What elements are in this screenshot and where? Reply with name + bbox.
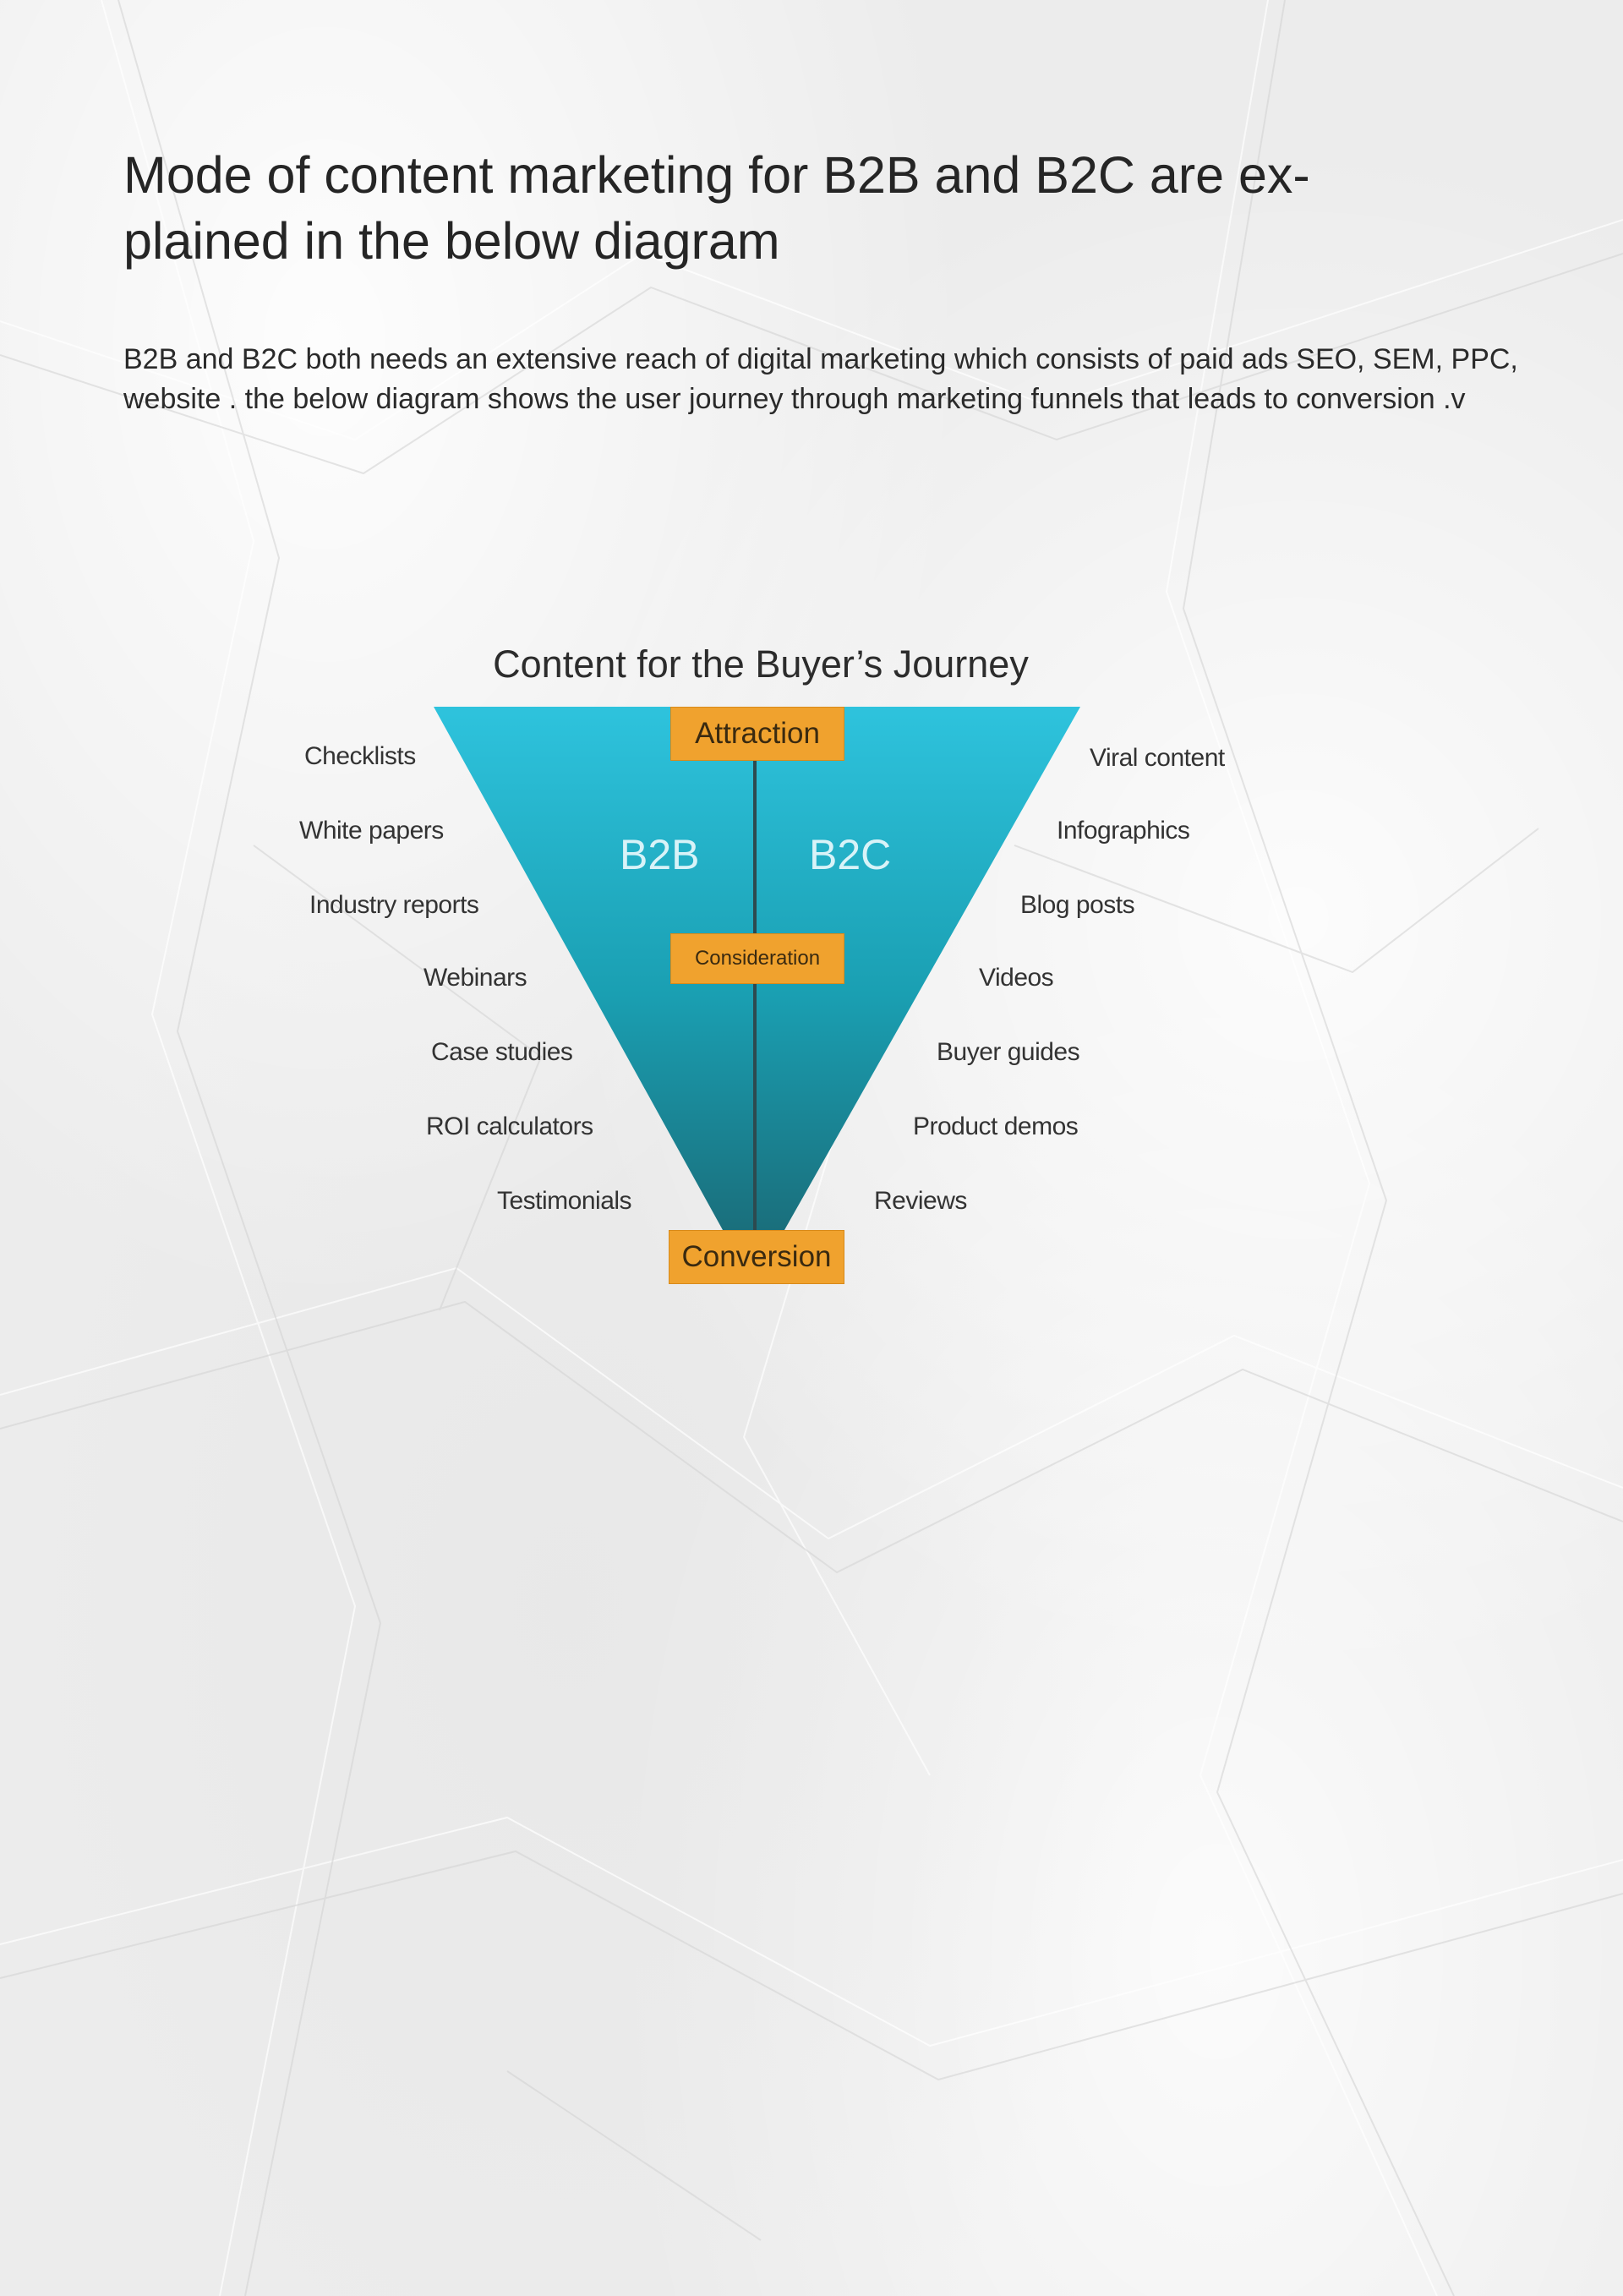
diagram-title: Content for the Buyer’s Journey xyxy=(493,642,1029,686)
stage-consideration: Consideration xyxy=(670,933,844,984)
b2c-item: Reviews xyxy=(874,1187,967,1215)
b2b-item: Industry reports xyxy=(309,891,479,919)
b2b-item: Webinars xyxy=(424,964,527,992)
b2b-item: ROI calculators xyxy=(426,1112,593,1140)
stage-attraction: Attraction xyxy=(670,707,844,761)
stage-conversion: Conversion xyxy=(669,1230,844,1284)
b2c-item: Blog posts xyxy=(1020,891,1135,919)
buyer-journey-diagram xyxy=(287,634,1268,1310)
intro-paragraph: B2B and B2C both needs an extensive reach of digital marketing which consists of paid ads SEO, SEM, PPC, website . the below diagram shows the user journey through marketing funnels that leads to conversion .v xyxy=(123,343,1518,415)
b2c-item: Infographics xyxy=(1057,817,1190,845)
b2b-item: White papers xyxy=(299,817,444,845)
segment-label-b2b: B2B xyxy=(620,831,700,878)
segment-label-b2c: B2C xyxy=(809,831,892,878)
b2c-item: Viral content xyxy=(1090,744,1225,772)
b2c-item: Product demos xyxy=(913,1112,1079,1140)
page-title: Mode of content marketing for B2B and B2C are ex-plained in the below diagram xyxy=(123,146,1310,270)
b2b-item: Case studies xyxy=(431,1038,573,1066)
b2c-item: Buyer guides xyxy=(937,1038,1080,1066)
b2b-item: Testimonials xyxy=(497,1187,632,1215)
b2b-item: Checklists xyxy=(304,742,416,770)
b2c-item: Videos xyxy=(979,964,1054,992)
